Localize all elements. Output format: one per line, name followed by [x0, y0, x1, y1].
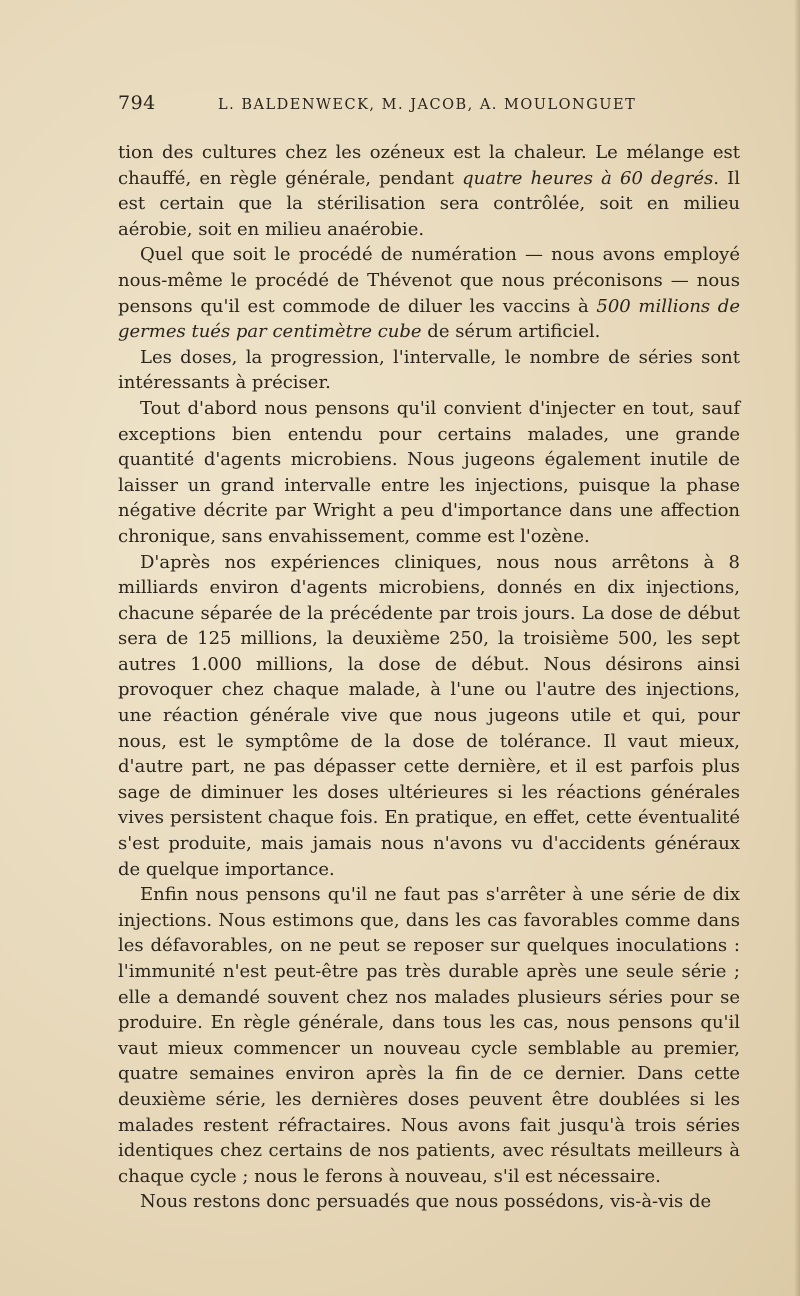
- paragraph-1-italic: quatre heures à 60 degrés: [462, 167, 714, 189]
- paragraph-7: Nous restons donc persuadés que nous possédons, vis-à-vis de: [140, 1191, 712, 1213]
- body-text: [118, 140, 740, 1215]
- page-header: [118, 92, 740, 114]
- paragraph-2-text-b: de sérum artificiel.: [421, 321, 601, 343]
- paragraph-3: Les doses, la progression, l'intervalle, le nombre de séries sont intéressants à préciser.: [118, 346, 740, 394]
- page-edge-shadow: [794, 0, 800, 1296]
- running-head: L. BALDENWECK, M. JACOB, A. MOULONGUET: [218, 97, 637, 113]
- paragraph-6: Enfin nous pensons qu'il ne faut pas s'arrêter à une série de dix injections. Nous estimons que, dans les cas favorables comme dans les défavorables, on ne peut se reposer sur quelques inoculations : l'immunité n'est peut-être pas très durable après une seule série ; elle a demandé souvent chez nos malades plusieurs séries pour se produire. En règle générale, dans tous les cas, nous pensons qu'il vaut mieux commencer un nouveau cycle semblable au premier, quatre semaines environ après la fin de ce dernier. Dans cette deuxième série, les dernières doses peuvent être doublées si les malades restent réfractaires. Nous avons fait jusqu'à trois séries identiques chez certains de nos patients, avec résultats meilleurs à chaque cycle ; nous le ferons à nouveau, s'il est nécessaire.: [118, 884, 740, 1187]
- page-number: 794: [118, 92, 156, 114]
- paragraph-2-italic: 500 millions de germes tués par centimètre cube: [118, 295, 740, 343]
- paragraph-5: D'après nos expériences cliniques, nous nous arrêtons à 8 milliards environ d'agents microbiens, donnés en dix injections, chacune séparée de la précédente par trois jours. La dose de début sera de 125 millions, la deuxième 250, la troisième 500, les sept autres 1.000 millions, la dose de début. Nous désirons ainsi provoquer chez chaque malade, à l'une ou l'autre des injections, une réaction générale vive que nous jugeons utile et qui, pour nous, est le symptôme de la dose de tolérance. Il vaut mieux, d'autre part, ne pas dépasser cette dernière, et il est parfois plus sage de diminuer les doses ultérieures si les réactions générales vives persistent chaque fois. En pratique, en effet, cette éventualité s'est produite, mais jamais nous n'avons vu d'accidents généraux de quelque importance.: [118, 551, 740, 880]
- paragraph-4: Tout d'abord nous pensons qu'il convient d'injecter en tout, sauf exceptions bien entendu pour certains malades, une grande quantité d'agents microbiens. Nous jugeons également inutile de laisser un grand intervalle entre les injections, puisque la phase négative décrite par Wright a peu d'importance dans une affection chronique, sans envahissement, comme est l'ozène.: [118, 397, 740, 547]
- paragraph-1-text-a: tion des cultures chez les ozéneux est la chaleur. Le mélange est chauffé, en règle générale, pendant: [118, 142, 740, 189]
- paragraph-1: [118, 140, 740, 242]
- paragraph-2: [118, 242, 740, 344]
- paragraph-2-text-a: Quel que soit le procédé de numération — nous avons employé nous-même le procédé de Thévenot que nous préconisons — nous pensons qu'il est commode de diluer les vaccins à: [118, 244, 740, 317]
- paragraph-1-text-b: . Il est certain que la stérilisation sera contrôlée, soit en milieu aérobie, soit en milieu anaérobie.: [118, 167, 741, 240]
